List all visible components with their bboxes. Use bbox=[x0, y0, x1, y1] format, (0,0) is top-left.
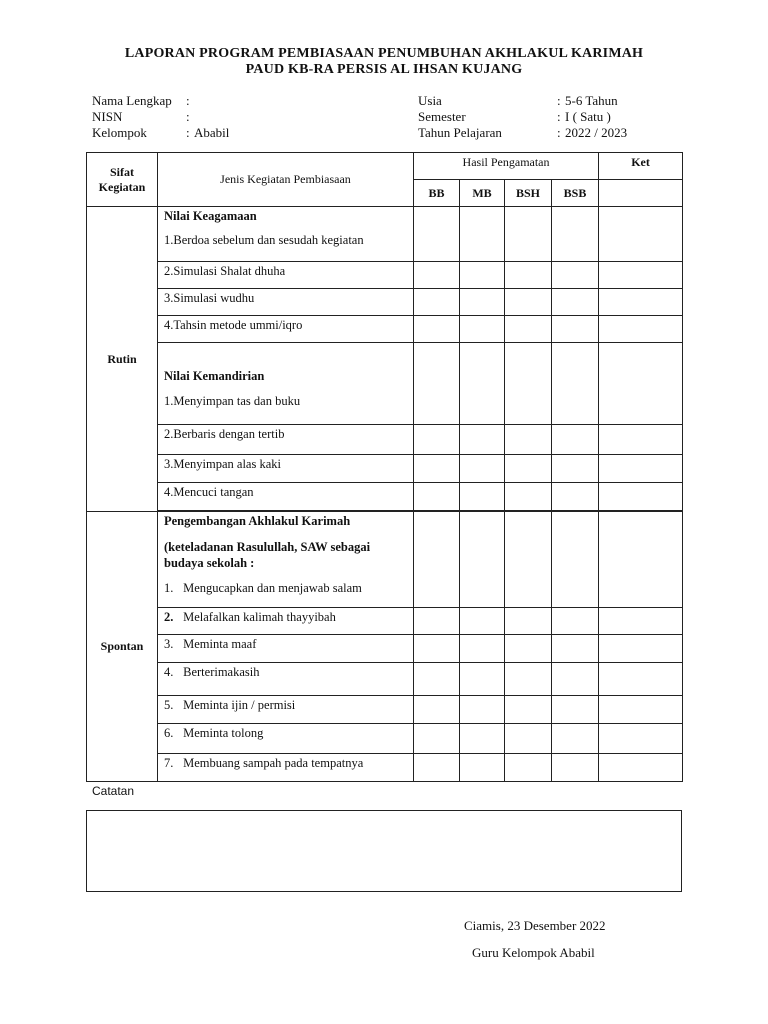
activity-item: 3.Menyimpan alas kaki bbox=[164, 457, 281, 471]
section-nilai-kemandirian: Nilai Kemandirian bbox=[164, 369, 265, 383]
check-cell[interactable] bbox=[460, 289, 505, 316]
check-cell[interactable] bbox=[552, 207, 599, 262]
header-sifat-kegiatan: Sifat Kegiatan bbox=[87, 153, 158, 207]
activity-item: Meminta maaf bbox=[183, 637, 257, 651]
check-cell[interactable] bbox=[552, 289, 599, 316]
info-label-kelompok: Kelompok bbox=[92, 125, 147, 140]
check-cell[interactable] bbox=[552, 724, 599, 754]
ket-cell[interactable] bbox=[599, 696, 683, 724]
check-cell[interactable] bbox=[460, 483, 505, 511]
activity-item: Melafalkan kalimah thayyibah bbox=[183, 610, 336, 624]
info-sep-nisn: : bbox=[186, 109, 190, 124]
check-cell[interactable] bbox=[505, 512, 552, 608]
check-cell[interactable] bbox=[460, 754, 505, 782]
check-cell[interactable] bbox=[414, 425, 460, 455]
info-label-semester: Semester bbox=[418, 109, 466, 124]
check-cell[interactable] bbox=[505, 663, 552, 696]
activity-item: Meminta tolong bbox=[183, 726, 264, 740]
check-cell[interactable] bbox=[505, 754, 552, 782]
check-cell[interactable] bbox=[460, 696, 505, 724]
check-cell[interactable] bbox=[414, 663, 460, 696]
activity-item: Mengucapkan dan menjawab salam bbox=[183, 581, 362, 595]
check-cell[interactable] bbox=[505, 316, 552, 343]
activity-item: 4.Tahsin metode ummi/iqro bbox=[164, 318, 303, 332]
info-sep-nama: : bbox=[186, 93, 190, 108]
catatan-box[interactable] bbox=[86, 810, 682, 892]
info-label-usia: Usia bbox=[418, 93, 442, 108]
signature-role: Guru Kelompok Ababil bbox=[472, 945, 595, 960]
group-rutin: Rutin bbox=[87, 207, 158, 512]
info-sep-tahun: : bbox=[557, 125, 561, 140]
check-cell[interactable] bbox=[552, 425, 599, 455]
check-cell[interactable] bbox=[505, 343, 552, 425]
ket-cell[interactable] bbox=[599, 512, 683, 608]
ket-cell[interactable] bbox=[599, 343, 683, 425]
section-keteladanan: (keteladanan Rasulullah, SAW sebagai budaya sekolah : bbox=[164, 540, 371, 570]
check-cell[interactable] bbox=[552, 262, 599, 289]
check-cell[interactable] bbox=[505, 207, 552, 262]
check-cell[interactable] bbox=[552, 754, 599, 782]
ket-cell[interactable] bbox=[599, 663, 683, 696]
activity-item: 3.Simulasi wudhu bbox=[164, 291, 255, 305]
check-cell[interactable] bbox=[460, 316, 505, 343]
catatan-label: Catatan bbox=[92, 784, 135, 798]
info-sep-kelompok: : bbox=[186, 125, 190, 140]
check-cell[interactable] bbox=[552, 483, 599, 511]
header-bsb: BSB bbox=[552, 180, 599, 207]
check-cell[interactable] bbox=[505, 635, 552, 663]
info-value-kelompok: Ababil bbox=[194, 125, 230, 140]
report-title: LAPORAN PROGRAM PEMBIASAAN PENUMBUHAN AKHLAKUL KARIMAH bbox=[124, 46, 644, 61]
section-nilai-keagamaan: Nilai Keagamaan bbox=[164, 209, 257, 223]
ket-cell[interactable] bbox=[599, 289, 683, 316]
check-cell[interactable] bbox=[505, 608, 552, 635]
check-cell[interactable] bbox=[460, 207, 505, 262]
check-cell[interactable] bbox=[552, 696, 599, 724]
check-cell[interactable] bbox=[505, 724, 552, 754]
signature-place-date: Ciamis, 23 Desember 2022 bbox=[464, 918, 606, 933]
header-mb: MB bbox=[460, 180, 505, 207]
header-bsh: BSH bbox=[505, 180, 552, 207]
item-number: 4. bbox=[164, 665, 174, 679]
check-cell[interactable] bbox=[460, 343, 505, 425]
item-number: 7. bbox=[164, 756, 174, 770]
info-value-semester: I ( Satu ) bbox=[565, 109, 611, 124]
check-cell[interactable] bbox=[414, 754, 460, 782]
ket-cell[interactable] bbox=[599, 425, 683, 455]
item-number: 5. bbox=[164, 698, 174, 712]
check-cell[interactable] bbox=[460, 512, 505, 608]
check-cell[interactable] bbox=[505, 289, 552, 316]
check-cell[interactable] bbox=[552, 512, 599, 608]
check-cell[interactable] bbox=[414, 207, 460, 262]
ket-cell[interactable] bbox=[599, 608, 683, 635]
group-spontan: Spontan bbox=[87, 512, 158, 782]
observation-table bbox=[86, 152, 683, 782]
ket-cell[interactable] bbox=[599, 207, 683, 262]
info-value-tahun: 2022 / 2023 bbox=[565, 125, 628, 140]
check-cell[interactable] bbox=[552, 663, 599, 696]
check-cell[interactable] bbox=[505, 483, 552, 511]
item-number: 1. bbox=[164, 581, 174, 595]
check-cell[interactable] bbox=[552, 635, 599, 663]
check-cell[interactable] bbox=[460, 608, 505, 635]
info-label-nisn: NISN bbox=[92, 109, 123, 124]
activity-item: Meminta ijin / permisi bbox=[183, 698, 296, 712]
check-cell[interactable] bbox=[505, 425, 552, 455]
check-cell[interactable] bbox=[460, 262, 505, 289]
check-cell[interactable] bbox=[460, 635, 505, 663]
header-jenis-kegiatan: Jenis Kegiatan Pembiasaan bbox=[158, 153, 414, 207]
check-cell[interactable] bbox=[414, 696, 460, 724]
check-cell[interactable] bbox=[552, 455, 599, 483]
info-value-usia: 5-6 Tahun bbox=[565, 93, 618, 108]
check-cell[interactable] bbox=[414, 289, 460, 316]
activity-item: 4.Mencuci tangan bbox=[164, 485, 254, 499]
ket-cell[interactable] bbox=[599, 724, 683, 754]
check-cell[interactable] bbox=[460, 425, 505, 455]
ket-cell[interactable] bbox=[599, 635, 683, 663]
ket-cell[interactable] bbox=[599, 754, 683, 782]
check-cell[interactable] bbox=[552, 316, 599, 343]
check-cell[interactable] bbox=[460, 663, 505, 696]
check-cell[interactable] bbox=[460, 455, 505, 483]
check-cell[interactable] bbox=[414, 635, 460, 663]
info-sep-usia: : bbox=[557, 93, 561, 108]
activity-item: 2.Simulasi Shalat dhuha bbox=[164, 264, 286, 278]
check-cell[interactable] bbox=[414, 724, 460, 754]
ket-cell[interactable] bbox=[599, 316, 683, 343]
item-number: 2. bbox=[164, 610, 174, 624]
activity-item: Membuang sampah pada tempatnya bbox=[183, 756, 364, 770]
check-cell[interactable] bbox=[414, 343, 460, 425]
activity-item: 1.Menyimpan tas dan buku bbox=[164, 394, 301, 408]
header-hasil-pengamatan: Hasil Pengamatan bbox=[414, 153, 599, 180]
check-cell[interactable] bbox=[414, 483, 460, 511]
check-cell[interactable] bbox=[414, 608, 460, 635]
section-akhlakul-karimah: Pengembangan Akhlakul Karimah bbox=[164, 514, 351, 528]
check-cell[interactable] bbox=[414, 316, 460, 343]
check-cell[interactable] bbox=[552, 343, 599, 425]
check-cell[interactable] bbox=[414, 512, 460, 608]
ket-cell[interactable] bbox=[599, 262, 683, 289]
check-cell[interactable] bbox=[505, 262, 552, 289]
check-cell[interactable] bbox=[552, 608, 599, 635]
check-cell[interactable] bbox=[505, 455, 552, 483]
check-cell[interactable] bbox=[505, 696, 552, 724]
info-label-nama: Nama Lengkap bbox=[92, 93, 172, 108]
item-number: 6. bbox=[164, 726, 174, 740]
ket-cell[interactable] bbox=[599, 455, 683, 483]
info-sep-semester: : bbox=[557, 109, 561, 124]
header-ket: Ket bbox=[599, 153, 683, 180]
school-name: PAUD KB-RA PERSIS AL IHSAN KUJANG bbox=[245, 62, 523, 77]
item-number: 3. bbox=[164, 637, 174, 651]
info-label-tahun: Tahun Pelajaran bbox=[418, 125, 502, 140]
check-cell[interactable] bbox=[414, 262, 460, 289]
header-bb: BB bbox=[414, 180, 460, 207]
check-cell[interactable] bbox=[460, 724, 505, 754]
activity-item: Berterimakasih bbox=[183, 665, 260, 679]
ket-cell[interactable] bbox=[599, 483, 683, 511]
activity-item: 2.Berbaris dengan tertib bbox=[164, 427, 285, 441]
check-cell[interactable] bbox=[414, 455, 460, 483]
activity-item: 1.Berdoa sebelum dan sesudah kegiatan bbox=[164, 233, 364, 247]
